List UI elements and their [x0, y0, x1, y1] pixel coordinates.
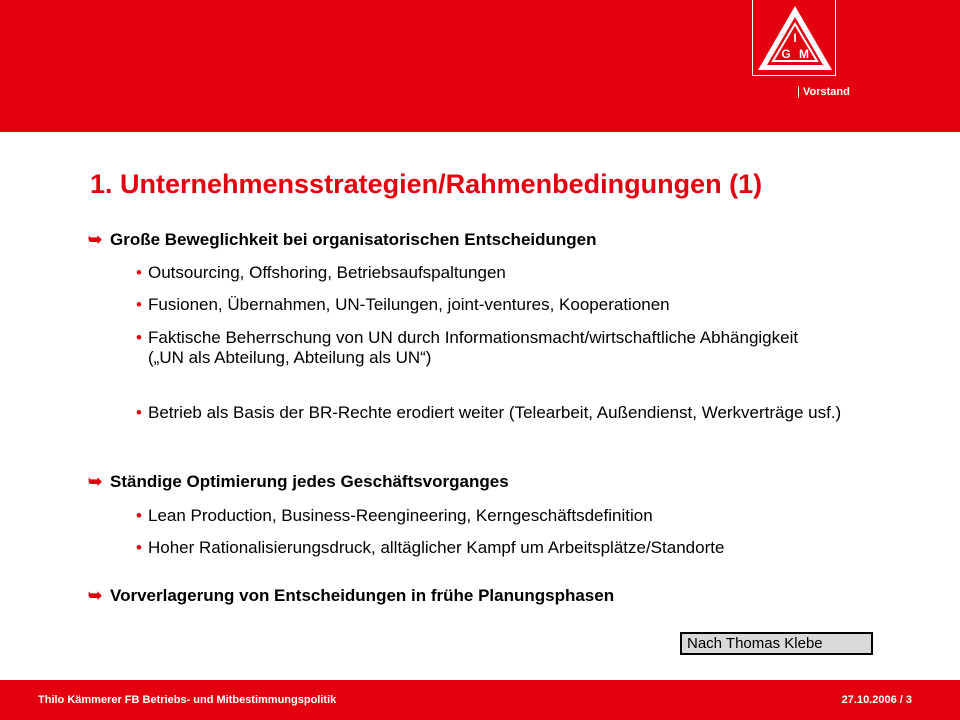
- bullet-item: [136, 403, 896, 423]
- main-point-text: Ständige Optimierung jedes Geschäftsvorganges: [110, 472, 509, 491]
- department-label: Vorstand: [798, 86, 850, 98]
- bullet-text: Faktische Beherrschung von UN durch Informationsmacht/wirtschaftliche Abhängigkeit („UN als Abteilung, Abteilung als UN“): [148, 328, 799, 367]
- main-point-3: [88, 586, 614, 606]
- main-point-2: [88, 472, 509, 492]
- logo-letter-m: M: [799, 47, 809, 61]
- header-bar: [0, 0, 960, 132]
- bullet-dot-icon: •: [136, 263, 142, 282]
- main-point-1: [88, 230, 597, 250]
- bullet-dot-icon: •: [136, 328, 142, 347]
- bullet-dot-icon: •: [136, 506, 142, 525]
- bullet-text: Hoher Rationalisierungsdruck, alltäglicher Kampf um Arbeitsplätze/Standorte: [148, 538, 725, 557]
- ig-metall-logo-icon: [753, 0, 837, 76]
- logo-letter-g: G: [781, 47, 791, 61]
- bullet-dot-icon: •: [136, 403, 142, 422]
- bullet-item: [136, 538, 896, 558]
- logo-frame: [752, 0, 836, 76]
- footer-author: Thilo Kämmerer FB Betriebs- und Mitbestimmungspolitik: [38, 694, 337, 706]
- bullet-dot-icon: •: [136, 295, 142, 314]
- curved-arrow-icon: ➥: [88, 472, 103, 491]
- source-note: Nach Thomas Klebe: [680, 632, 873, 655]
- main-point-text: Vorverlagerung von Entscheidungen in frühe Planungsphasen: [110, 586, 615, 605]
- main-point-text: Große Beweglichkeit bei organisatorischen Entscheidungen: [110, 230, 597, 249]
- bullet-item: [136, 328, 896, 368]
- bullet-item: [136, 295, 896, 315]
- bullet-item: [136, 506, 896, 526]
- bullet-text: Lean Production, Business-Reengineering, Kerngeschäftsdefinition: [148, 506, 653, 525]
- bullet-text: Betrieb als Basis der BR-Rechte erodiert weiter (Telearbeit, Außendienst, Werkverträge usf.): [148, 403, 842, 422]
- bullet-dot-icon: •: [136, 538, 142, 557]
- footer-bar: [0, 680, 960, 720]
- bullet-text: Outsourcing, Offshoring, Betriebsaufspaltungen: [148, 263, 506, 282]
- slide-title: 1. Unternehmensstrategien/Rahmenbedingungen (1): [90, 169, 763, 199]
- bullet-text: Fusionen, Übernahmen, UN-Teilungen, joint-ventures, Kooperationen: [148, 295, 670, 314]
- bullet-item: [136, 263, 896, 283]
- logo-letter-i: I: [793, 31, 797, 45]
- curved-arrow-icon: ➥: [88, 230, 103, 249]
- curved-arrow-icon: ➥: [88, 586, 103, 605]
- footer-date-page: 27.10.2006 / 3: [841, 694, 912, 706]
